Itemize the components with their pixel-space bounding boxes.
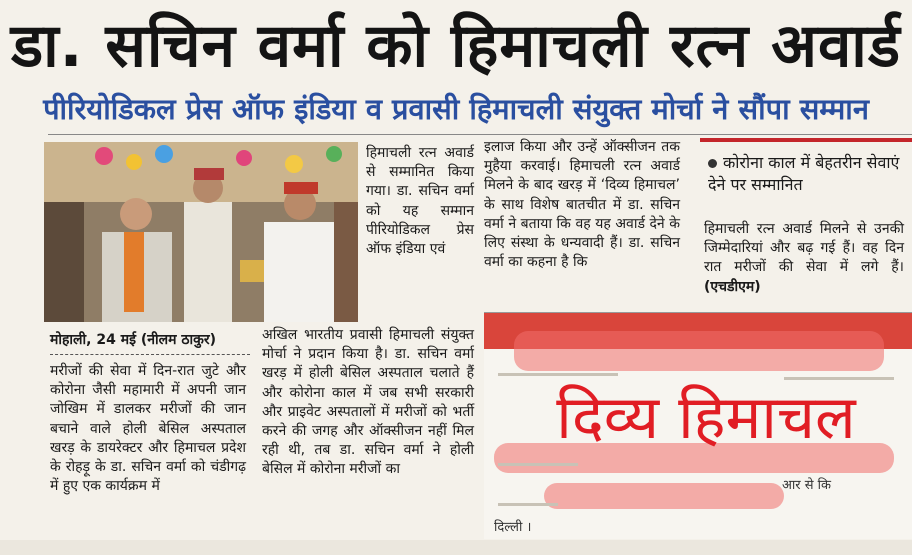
article-column-4 [704,220,904,297]
ad-line [498,463,578,466]
award-ceremony-photo [44,142,358,322]
ad-fragment: आर से कि [782,478,832,493]
article-text: इलाज किया और उन्हें ऑक्सीजन तक मुहैया करवाई। हिमाचली रत्न अवार्ड मिलने के बाद खरड़ में ‘दिव्य हिमाचल’ के साथ विशेष बातचीत में डा. सचिन वर्मा ने बताया कि वह यह अवार्ड देने के लिए संस्था के धन्यवादी हैं। डा. सचिन वर्मा का कहना है कि [484,139,680,271]
page-edge [0,540,912,555]
subheadline: पीरियोडिकल प्रेस ऑफ इंडिया व प्रवासी हिमाचली संयुक्त मोर्चा ने सौंपा सम्मान [43,91,869,126]
divider [48,134,912,135]
highlight-box [708,152,908,196]
article-text: अखिल भारतीय प्रवासी हिमाचली संयुक्त मोर्चा ने प्रदान किया है। डा. सचिन वर्मा खरड़ में होली बेसिल अस्पताल चलाते हैं और कोरोना काल में जब सभी सरकारी और प्राइवेट अस्पतालों में मरीजों को भर्ती करने की जगह और ऑक्सीजन नहीं मिल रही थी, तब डा. सचिन वर्मा ने होली बेसिल में कोरोना मरीजों का [262,327,474,478]
article-text: मरीजों की सेवा में दिन-रात जुटे और कोरोना जैसी महामारी में अपनी जान जोखिम में डालकर मरीजों की जान बचाने वाले होली बेसिल अस्पताल खरड़ के डायरेक्टर और हिमाचल प्रदेश के रोहड़ू के डा. सचिन वर्मा को चंडीगढ़ में हुए एक कार्यक्रम में [50,363,246,495]
ad-fragment: दिल्ली । [494,520,532,535]
redaction-scribble [514,331,884,371]
redaction-scribble [544,483,784,509]
dateline-divider [50,354,250,355]
ad-line [498,503,558,506]
article-column-photo-right [366,144,474,259]
red-rule [700,138,912,142]
news-photo [44,142,358,322]
article-column-3 [484,138,680,272]
dateline: मोहाली, 24 मई (नीलम ठाकुर) [50,332,217,348]
ad-title: दिव्य हिमाचल [556,383,856,453]
agency-credit: (एचडीएम) [704,278,761,295]
article-column-2 [262,326,474,480]
headline: डा. सचिन वर्मा को हिमाचली रत्न अवार्ड [11,11,901,81]
advertisement-box [484,312,912,539]
article-text: हिमाचली रत्न अवार्ड मिलने से उनकी जिम्मेदारियां और बढ़ गई हैं। वह दिन रात मरीजों की सेवा में लगे हैं। (एचडीएम) [704,221,904,295]
article-column-1 [50,362,246,496]
bullet-icon [708,159,717,168]
highlight-text: कोरोना काल में बेहतरीन सेवाएं देने पर सम्मानित [708,153,900,194]
article-text: हिमाचली रत्न अवार्ड से सम्मानित किया गया। डा. सचिन वर्मा को यह सम्मान पीरियोडिकल प्रेस ऑफ इंडिया एवं [366,145,474,258]
